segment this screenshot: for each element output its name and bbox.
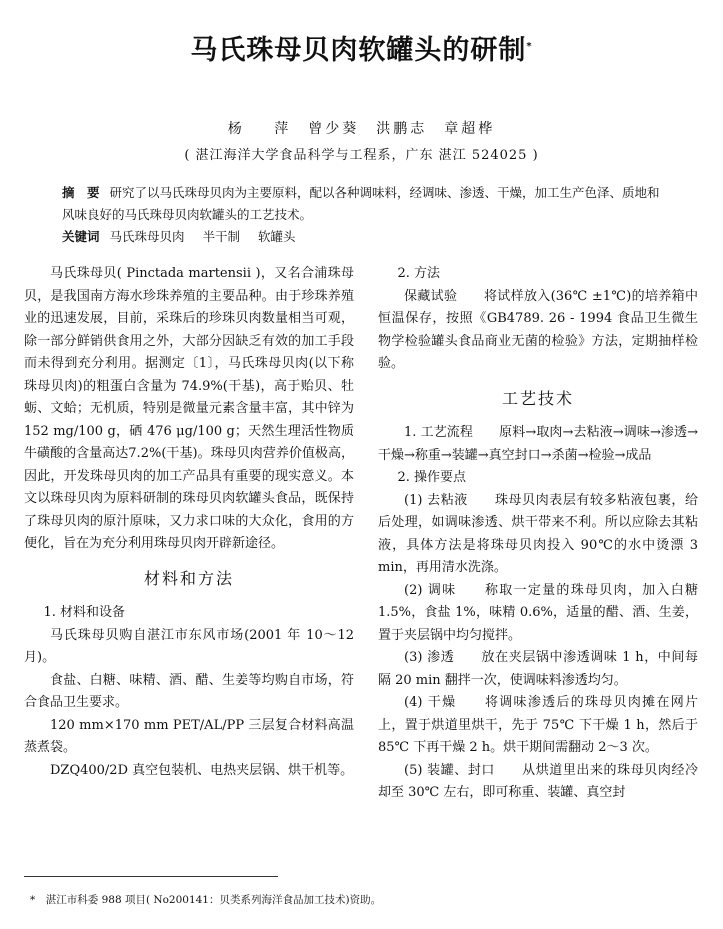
paper-title <box>0 28 723 67</box>
keywords-line <box>62 226 672 248</box>
section-heading-process: 工艺技术 <box>501 388 574 408</box>
abstract-block <box>62 182 672 248</box>
operation-step-3: (3) 渗透 放在夹层锅中渗透调味 1 h，中间每隔 20 min 翻拌一次，使调味料渗透均匀。 <box>378 650 698 688</box>
title-text: 马氏珠母贝肉软罐头的研制 <box>190 35 527 66</box>
operation-step-4: (4) 干燥 将调味渗透后的珠母贝肉摊在网片上，置于烘道里烘干，先于 75℃ 下干燥 1 h，然后于 85℃ 下再干燥 2 h。烘干期间需翻动 2～3 次。 <box>378 695 698 755</box>
methods-paragraph: 保藏试验 将试样放入(36℃ ±1℃)的培养箱中恒温保存，按照《GB4789. 26 - 1994 食品卫生微生物学检验罐头食品商业无菌的检验》方法，定期抽样检验。 <box>378 288 698 371</box>
process-flow: 1. 工艺流程 原料→取肉→去粘液→调味→渗透→干燥→称重→装罐→真空封口→杀菌→检验→成品 <box>378 425 698 463</box>
abstract-label: 摘 要 <box>62 185 100 200</box>
right-column <box>378 263 698 805</box>
materials-paragraph-3: 120 mm×170 mm PET/AL/PP 三层复合材料高温蒸煮袋。 <box>24 717 354 755</box>
operation-step-1: (1) 去粘液 珠母贝肉表层有较多粘液包裹，给后处理，如调味渗透、烘干带来不利。所以应除去其粘液，具体方法是将珠母贝肉投入 90℃的水中烫漂 3 min，再用清水洗涤。 <box>378 492 698 575</box>
materials-paragraph-4: DZQ400/2D 真空包装机、电热夹层锅、烘干机等。 <box>50 762 354 778</box>
section-heading-materials: 材料和方法 <box>143 568 234 588</box>
keywords-text: 马氏珠母贝肉 半干制 软罐头 <box>109 229 296 244</box>
abstract-paragraph <box>62 182 672 226</box>
affiliation: ( 湛江海洋大学食品科学与工程系，广东 湛江 524025 ) <box>184 148 539 163</box>
subheading-materials: 1. 材料和设备 <box>43 605 126 620</box>
title-footnote-mark: * <box>526 41 533 52</box>
keywords-label: 关键词 <box>62 229 100 244</box>
footnote: * 湛江市科委 988 项目( No200141：贝类系列海洋食品加工技术)资助。 <box>30 894 382 906</box>
author-list: 杨 萍 曾少葵 洪鹏志 章超桦 <box>227 121 496 137</box>
subheading-methods: 2. 方法 <box>397 266 441 281</box>
abstract-text: 研究了以马氏珠母贝肉为主要原料，配以各种调味料，经调味、渗透、干燥，加工生产色泽、质地和风味良好的马氏珠母贝肉软罐头的工艺技术。 <box>62 185 660 222</box>
footnote-divider <box>24 876 278 877</box>
operation-step-2: (2) 调味 称取一定量的珠母贝肉，加入白糖 1.5%，食盐 1%，味精 0.6%，适量的醋、酒、生姜，置于夹层锅中均匀搅拌。 <box>378 582 698 643</box>
materials-paragraph-1: 马氏珠母贝购自湛江市东风市场(2001 年 10～12 月)。 <box>24 627 354 665</box>
left-column <box>24 263 354 782</box>
operation-step-5: (5) 装罐、封口 从烘道里出来的珠母贝肉经冷却至 30℃ 左右，即可称重、装罐、真空封 <box>378 762 698 800</box>
intro-paragraph: 马氏珠母贝( Pinctada martensii )，又名合浦珠母贝，是我国南方海水珍珠养殖的主要品种。由于珍珠养殖业的迅速发展，目前，采珠后的珍珠贝肉数量相当可观，除一部分鲜销供食用之外，大部分因缺乏有效的加工手段而未得到充分利用。据测定〔1〕，马氏珠母贝肉(以下称珠母贝肉)的粗蛋白含量为 74.9%(干基)，高于贻贝、牡蛎、文蛤；无机质，特别是微量元素含量丰富，其中锌为 152 mg/100 g，硒 476 μg/100 g；天然生理活性物质牛磺酸的含量高达7.2%(干基)。珠母贝肉营养价值极高，因此，开发珠母贝肉的加工产品具有重要的现实意义。本文以珠母贝肉为原料研制的珠母贝肉软罐头食品，既保持了珠母贝肉的原汁原味，又力求口味的大众化，食用的方便化，旨在为充分利用珠母贝肉开辟新途径。 <box>24 266 354 551</box>
materials-paragraph-2: 食盐、白糖、味精、酒、醋、生姜等均购自市场，符合食品卫生要求。 <box>24 672 354 710</box>
subheading-operations: 2. 操作要点 <box>397 470 467 485</box>
